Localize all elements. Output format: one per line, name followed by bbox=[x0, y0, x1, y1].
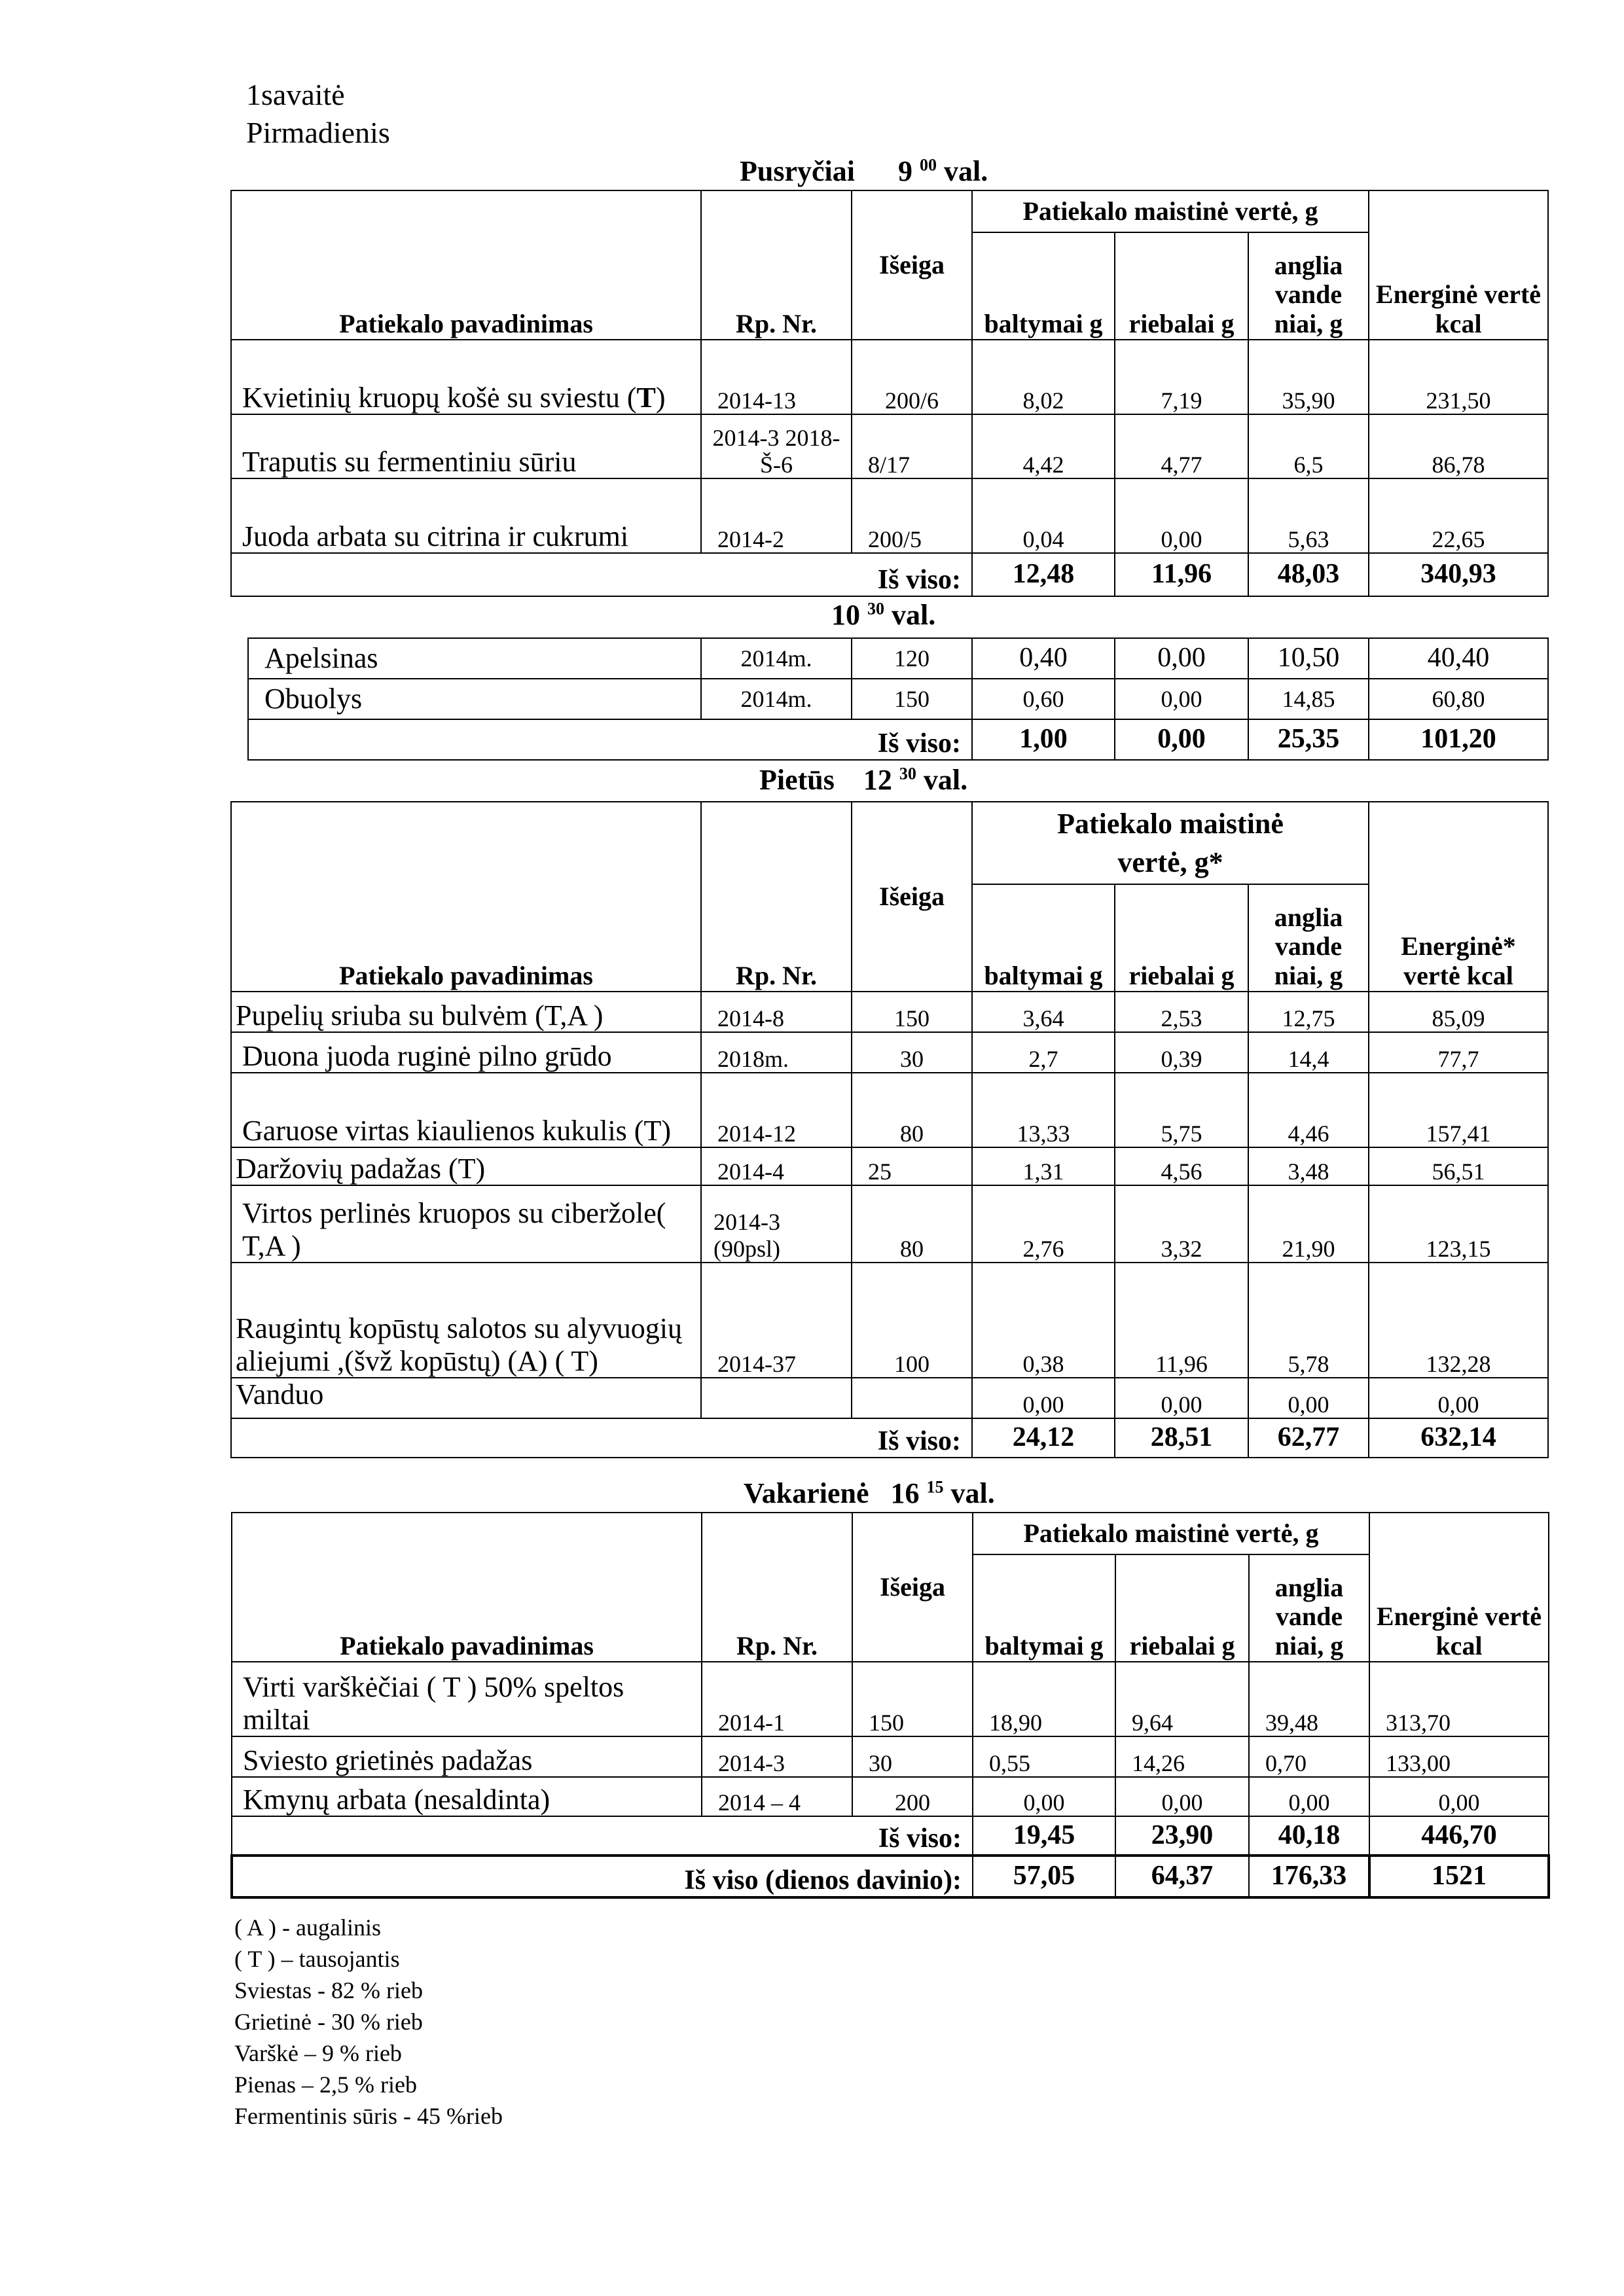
dish-angliavandeniai: 21,90 bbox=[1248, 1185, 1369, 1263]
dish-rp: 2014-2 bbox=[701, 478, 852, 553]
day-label: Pirmadienis bbox=[246, 116, 390, 149]
header-riebalai: riebalai g bbox=[1115, 884, 1248, 992]
breakfast-time-unit: val. bbox=[943, 155, 988, 187]
legend-augalinis: ( A ) - augalinis bbox=[234, 1914, 381, 1941]
dish-energine: 60,80 bbox=[1369, 679, 1548, 719]
total-angliavandeniai: 25,35 bbox=[1248, 719, 1369, 760]
total-row bbox=[232, 1816, 1549, 1856]
dish-iseiga: 100 bbox=[852, 1263, 972, 1378]
dish-baltymai: 0,55 bbox=[973, 1736, 1115, 1777]
dish-rp: 2014-4 bbox=[701, 1147, 852, 1185]
dinner-heading bbox=[744, 1477, 995, 1510]
dish-iseiga: 200/6 bbox=[852, 340, 972, 414]
dish-iseiga: 80 bbox=[852, 1185, 972, 1263]
header-nutrition: Patiekalo maistinė vertė, g* bbox=[972, 802, 1369, 884]
dish-baltymai: 0,00 bbox=[972, 1378, 1115, 1418]
table-row bbox=[231, 1032, 1548, 1073]
legend-varske: Varškė – 9 % rieb bbox=[234, 2040, 402, 2066]
total-label: Iš viso: bbox=[852, 719, 972, 760]
breakfast-title: Pusryčiai bbox=[740, 155, 855, 187]
legend-sviestas: Sviestas - 82 % rieb bbox=[234, 1977, 423, 2003]
header-iseiga: Išeiga bbox=[852, 1513, 973, 1662]
dish-riebalai: 5,75 bbox=[1115, 1073, 1248, 1147]
dish-riebalai: 14,26 bbox=[1115, 1736, 1249, 1777]
table-row bbox=[231, 414, 1548, 478]
lunch-time-unit: val. bbox=[923, 764, 968, 796]
table-row bbox=[231, 478, 1548, 553]
breakfast-heading bbox=[740, 154, 988, 188]
day-total-row bbox=[232, 1856, 1549, 1897]
dish-riebalai: 0,00 bbox=[1115, 1378, 1248, 1418]
dish-name: Pupelių sriuba su bulvėm (T,A ) bbox=[231, 992, 701, 1032]
total-label: Iš viso: bbox=[852, 1816, 973, 1856]
table-row bbox=[231, 1147, 1548, 1185]
table-row bbox=[248, 679, 1548, 719]
dish-riebalai: 3,32 bbox=[1115, 1185, 1248, 1263]
dish-name: Virti varškėčiai ( T ) 50% speltos miltai bbox=[232, 1662, 702, 1736]
dish-rp: 2014m. bbox=[701, 638, 852, 679]
dish-angliavandeniai: 14,85 bbox=[1248, 679, 1369, 719]
dish-baltymai: 2,76 bbox=[972, 1185, 1115, 1263]
total-blank bbox=[232, 1816, 852, 1856]
breakfast-table bbox=[230, 190, 1549, 597]
dish-name: Vanduo bbox=[231, 1378, 701, 1418]
total-label: Iš viso: bbox=[852, 1418, 972, 1458]
total-blank bbox=[231, 553, 852, 596]
legend-pienas: Pienas – 2,5 % rieb bbox=[234, 2072, 417, 2098]
legend-grietine: Grietinė - 30 % rieb bbox=[234, 2009, 423, 2035]
table-row bbox=[231, 992, 1548, 1032]
dish-riebalai: 7,19 bbox=[1115, 340, 1248, 414]
total-baltymai: 19,45 bbox=[973, 1816, 1115, 1856]
dish-iseiga: 200 bbox=[852, 1777, 973, 1816]
lunch-title: Pietūs bbox=[759, 764, 835, 796]
dish-riebalai: 4,56 bbox=[1115, 1147, 1248, 1185]
day-total-label: Iš viso (dienos davinio): bbox=[232, 1856, 973, 1897]
legend-fermentinis: Fermentinis sūris - 45 %rieb bbox=[234, 2103, 503, 2129]
dish-energine: 133,00 bbox=[1369, 1736, 1549, 1777]
dish-energine: 132,28 bbox=[1369, 1263, 1548, 1378]
header-iseiga: Išeiga bbox=[852, 190, 972, 340]
dish-angliavandeniai: 5,78 bbox=[1248, 1263, 1369, 1378]
dish-iseiga: 25 bbox=[852, 1147, 972, 1185]
snack-table bbox=[247, 637, 1549, 761]
dish-energine: 40,40 bbox=[1369, 638, 1548, 679]
table-row bbox=[231, 1185, 1548, 1263]
dish-rp bbox=[701, 1378, 852, 1418]
total-energine: 340,93 bbox=[1369, 553, 1548, 596]
total-row bbox=[248, 719, 1548, 760]
dish-name: Virtos perlinės kruopos su ciberžole( T,A ) bbox=[231, 1185, 701, 1263]
dish-angliavandeniai: 0,00 bbox=[1248, 1378, 1369, 1418]
lunch-time-hour: 12 bbox=[863, 764, 892, 796]
dish-name: Kvietinių kruopų košė su sviestu (T) bbox=[231, 340, 701, 414]
snack-time-min: 30 bbox=[867, 599, 884, 619]
total-energine: 632,14 bbox=[1369, 1418, 1548, 1458]
dish-angliavandeniai: 5,63 bbox=[1248, 478, 1369, 553]
header-iseiga: Išeiga bbox=[852, 802, 972, 992]
total-riebalai: 11,96 bbox=[1115, 553, 1248, 596]
lunch-heading bbox=[759, 763, 967, 797]
dish-name: Kmynų arbata (nesaldinta) bbox=[232, 1777, 702, 1816]
table-row bbox=[232, 1736, 1549, 1777]
dinner-table bbox=[230, 1512, 1550, 1899]
dish-energine: 231,50 bbox=[1369, 340, 1548, 414]
dish-angliavandeniai: 14,4 bbox=[1248, 1032, 1369, 1073]
dish-baltymai: 4,42 bbox=[972, 414, 1115, 478]
header-name: Patiekalo pavadinimas bbox=[232, 1513, 702, 1662]
header-nutrition: Patiekalo maistinė vertė, g bbox=[972, 190, 1369, 232]
dish-energine: 0,00 bbox=[1369, 1777, 1549, 1816]
dish-name: Obuolys bbox=[248, 679, 701, 719]
header-nutrition: Patiekalo maistinė vertė, g bbox=[973, 1513, 1369, 1554]
dish-baltymai: 0,60 bbox=[972, 679, 1115, 719]
day-total-baltymai: 57,05 bbox=[973, 1856, 1115, 1897]
dish-name: Garuose virtas kiaulienos kukulis (T) bbox=[231, 1073, 701, 1147]
total-blank bbox=[231, 1418, 852, 1458]
dish-energine: 313,70 bbox=[1369, 1662, 1549, 1736]
total-row bbox=[231, 553, 1548, 596]
table-row bbox=[231, 1263, 1548, 1378]
total-label: Iš viso: bbox=[852, 553, 972, 596]
total-riebalai: 23,90 bbox=[1115, 1816, 1249, 1856]
header-energine: Energinė vertė kcal bbox=[1369, 190, 1548, 340]
dish-riebalai: 9,64 bbox=[1115, 1662, 1249, 1736]
dish-rp: 2018m. bbox=[701, 1032, 852, 1073]
dish-iseiga: 30 bbox=[852, 1032, 972, 1073]
dinner-time-min: 15 bbox=[926, 1477, 944, 1497]
dish-iseiga: 80 bbox=[852, 1073, 972, 1147]
dish-name: Juoda arbata su citrina ir cukrumi bbox=[231, 478, 701, 553]
dish-energine: 85,09 bbox=[1369, 992, 1548, 1032]
total-baltymai: 12,48 bbox=[972, 553, 1115, 596]
dish-iseiga: 150 bbox=[852, 1662, 973, 1736]
dish-rp: 2014 – 4 bbox=[702, 1777, 852, 1816]
total-angliavandeniai: 62,77 bbox=[1248, 1418, 1369, 1458]
lunch-time-min: 30 bbox=[899, 764, 916, 783]
total-baltymai: 24,12 bbox=[972, 1418, 1115, 1458]
table-row bbox=[232, 1662, 1549, 1736]
header-riebalai: riebalai g bbox=[1115, 1554, 1249, 1662]
snack-time-hour: 10 bbox=[831, 599, 860, 631]
dish-rp: 2014-12 bbox=[701, 1073, 852, 1147]
dish-angliavandeniai: 35,90 bbox=[1248, 340, 1369, 414]
dish-iseiga: 200/5 bbox=[852, 478, 972, 553]
dish-riebalai: 11,96 bbox=[1115, 1263, 1248, 1378]
total-energine: 101,20 bbox=[1369, 719, 1548, 760]
dish-angliavandeniai: 0,70 bbox=[1249, 1736, 1369, 1777]
header-riebalai: riebalai g bbox=[1115, 232, 1248, 340]
dish-iseiga: 30 bbox=[852, 1736, 973, 1777]
dish-iseiga bbox=[852, 1378, 972, 1418]
total-row bbox=[231, 1418, 1548, 1458]
header-rp: Rp. Nr. bbox=[701, 802, 852, 992]
header-energine: Energinė vertė kcal bbox=[1369, 1513, 1549, 1662]
table-row bbox=[231, 1073, 1548, 1147]
total-blank bbox=[248, 719, 852, 760]
legend-tausojantis: ( T ) – tausojantis bbox=[234, 1946, 400, 1972]
dish-name: Duona juoda ruginė pilno grūdo bbox=[231, 1032, 701, 1073]
dish-name: Daržovių padažas (T) bbox=[231, 1147, 701, 1185]
dish-rp: 2014-1 bbox=[702, 1662, 852, 1736]
dish-angliavandeniai: 3,48 bbox=[1248, 1147, 1369, 1185]
dish-energine: 157,41 bbox=[1369, 1073, 1548, 1147]
dish-riebalai: 0,00 bbox=[1115, 1777, 1249, 1816]
dish-riebalai: 0,39 bbox=[1115, 1032, 1248, 1073]
dish-riebalai: 0,00 bbox=[1115, 478, 1248, 553]
total-angliavandeniai: 48,03 bbox=[1248, 553, 1369, 596]
dish-energine: 77,7 bbox=[1369, 1032, 1548, 1073]
dish-rp: 2014-8 bbox=[701, 992, 852, 1032]
week-label: 1savaitė bbox=[246, 78, 345, 111]
dish-angliavandeniai: 39,48 bbox=[1249, 1662, 1369, 1736]
dish-rp: 2014-3 bbox=[702, 1736, 852, 1777]
dish-riebalai: 0,00 bbox=[1115, 679, 1248, 719]
header-baltymai: baltymai g bbox=[973, 1554, 1115, 1662]
dish-angliavandeniai: 0,00 bbox=[1249, 1777, 1369, 1816]
dish-baltymai: 0,04 bbox=[972, 478, 1115, 553]
dish-baltymai: 3,64 bbox=[972, 992, 1115, 1032]
dinner-title: Vakarienė bbox=[744, 1477, 869, 1509]
table-row bbox=[248, 638, 1548, 679]
dish-rp: 2014-13 bbox=[701, 340, 852, 414]
dish-rp: 2014-3 2018-Š-6 bbox=[701, 414, 852, 478]
dish-energine: 0,00 bbox=[1369, 1378, 1548, 1418]
table-row bbox=[231, 340, 1548, 414]
dish-angliavandeniai: 12,75 bbox=[1248, 992, 1369, 1032]
dish-energine: 22,65 bbox=[1369, 478, 1548, 553]
table-row bbox=[232, 1777, 1549, 1816]
lunch-table bbox=[230, 801, 1549, 1458]
dish-iseiga: 120 bbox=[852, 638, 972, 679]
dish-iseiga: 8/17 bbox=[852, 414, 972, 478]
total-baltymai: 1,00 bbox=[972, 719, 1115, 760]
header-baltymai: baltymai g bbox=[972, 232, 1115, 340]
dish-baltymai: 0,40 bbox=[972, 638, 1115, 679]
dish-riebalai: 4,77 bbox=[1115, 414, 1248, 478]
dish-energine: 86,78 bbox=[1369, 414, 1548, 478]
dish-baltymai: 13,33 bbox=[972, 1073, 1115, 1147]
dish-riebalai: 2,53 bbox=[1115, 992, 1248, 1032]
total-energine: 446,70 bbox=[1369, 1816, 1549, 1856]
total-riebalai: 0,00 bbox=[1115, 719, 1248, 760]
dish-energine: 123,15 bbox=[1369, 1185, 1548, 1263]
breakfast-time-hour: 9 bbox=[897, 155, 912, 187]
day-total-riebalai: 64,37 bbox=[1115, 1856, 1249, 1897]
dish-baltymai: 2,7 bbox=[972, 1032, 1115, 1073]
dish-baltymai: 1,31 bbox=[972, 1147, 1115, 1185]
dinner-time-hour: 16 bbox=[890, 1477, 920, 1509]
dish-angliavandeniai: 4,46 bbox=[1248, 1073, 1369, 1147]
dish-rp: 2014m. bbox=[701, 679, 852, 719]
dish-name: Sviesto grietinės padažas bbox=[232, 1736, 702, 1777]
dish-name: Apelsinas bbox=[248, 638, 701, 679]
dinner-time-unit: val. bbox=[950, 1477, 995, 1509]
dish-name: Raugintų kopūstų salotos su alyvuogių aliejumi ,(švž kopūstų) (A) ( T) bbox=[231, 1263, 701, 1378]
header-rp: Rp. Nr. bbox=[702, 1513, 852, 1662]
dish-iseiga: 150 bbox=[852, 679, 972, 719]
dish-rp: 2014-37 bbox=[701, 1263, 852, 1378]
dish-angliavandeniai: 10,50 bbox=[1248, 638, 1369, 679]
dish-baltymai: 8,02 bbox=[972, 340, 1115, 414]
dish-rp: 2014-3 (90psl) bbox=[701, 1185, 852, 1263]
dish-baltymai: 0,00 bbox=[973, 1777, 1115, 1816]
header-baltymai: baltymai g bbox=[972, 884, 1115, 992]
breakfast-time-min: 00 bbox=[919, 155, 937, 175]
total-riebalai: 28,51 bbox=[1115, 1418, 1248, 1458]
snack-time-unit: val. bbox=[892, 599, 936, 631]
header-name: Patiekalo pavadinimas bbox=[231, 802, 701, 992]
dish-iseiga: 150 bbox=[852, 992, 972, 1032]
snack-heading bbox=[831, 598, 935, 632]
total-angliavandeniai: 40,18 bbox=[1249, 1816, 1369, 1856]
dish-angliavandeniai: 6,5 bbox=[1248, 414, 1369, 478]
day-total-angliavandeniai: 176,33 bbox=[1249, 1856, 1369, 1897]
header-angliavandeniai: anglia vande niai, g bbox=[1248, 884, 1369, 992]
header-rp: Rp. Nr. bbox=[701, 190, 852, 340]
dish-energine: 56,51 bbox=[1369, 1147, 1548, 1185]
dish-baltymai: 18,90 bbox=[973, 1662, 1115, 1736]
dish-name: Traputis su fermentiniu sūriu bbox=[231, 414, 701, 478]
header-energine: Energinė* vertė kcal bbox=[1369, 802, 1548, 992]
table-row bbox=[231, 1378, 1548, 1418]
header-angliavandeniai: anglia vande niai, g bbox=[1249, 1554, 1369, 1662]
dish-riebalai: 0,00 bbox=[1115, 638, 1248, 679]
header-angliavandeniai: anglia vande niai, g bbox=[1248, 232, 1369, 340]
dish-baltymai: 0,38 bbox=[972, 1263, 1115, 1378]
header-name: Patiekalo pavadinimas bbox=[231, 190, 701, 340]
day-total-energine: 1521 bbox=[1369, 1856, 1549, 1897]
